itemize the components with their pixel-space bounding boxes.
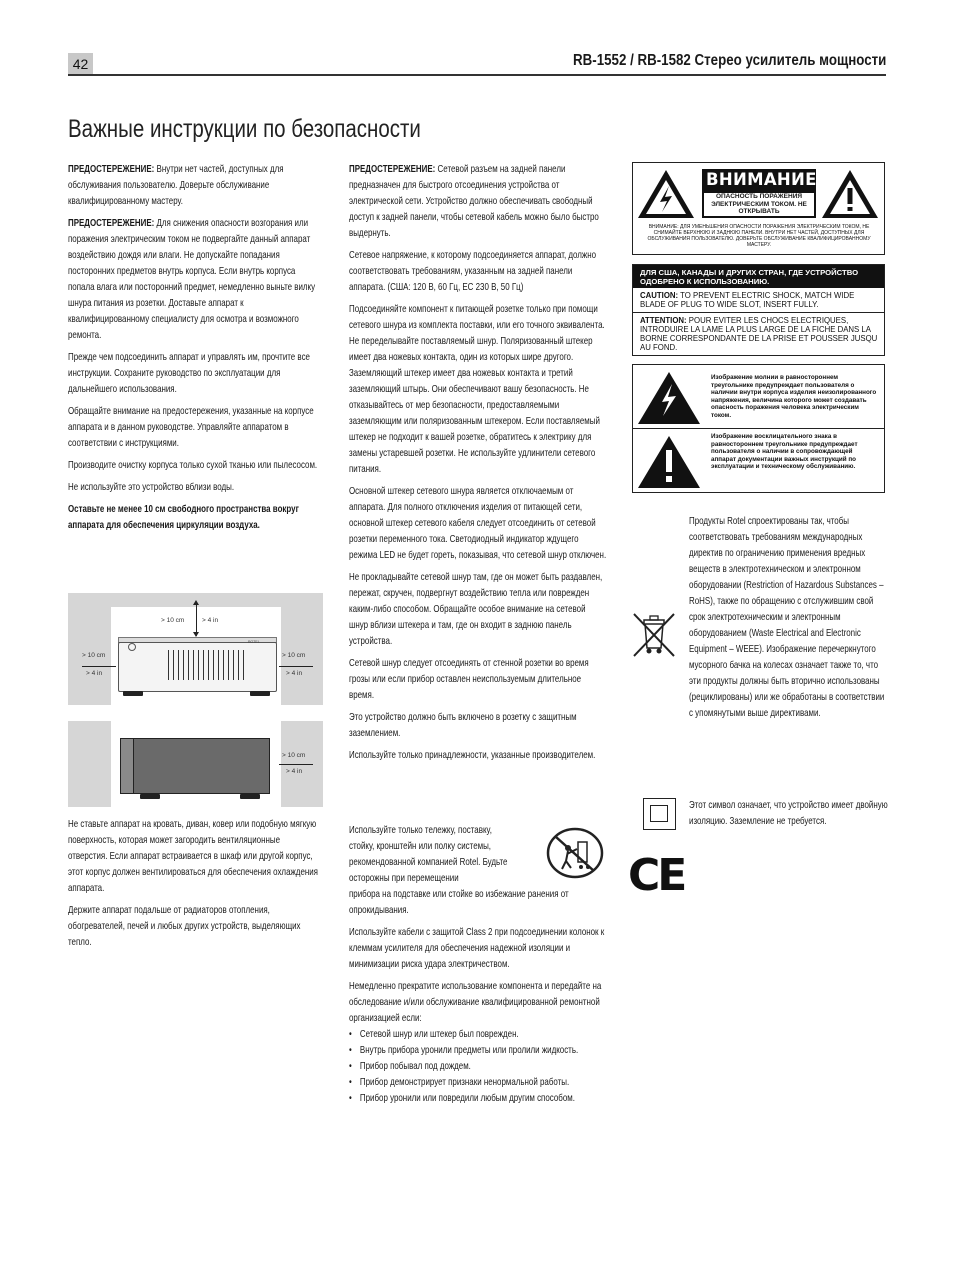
double-insulation-icon xyxy=(643,798,676,830)
warning-fine-print: ВНИМАНИЕ: ДЛЯ УМЕНЬШЕНИЯ ОПАСНОСТИ ПОРАЖЕНИЯ ЭЛЕКТРИЧЕСКИМ ТОКОМ, НЕ СНИМАЙТЕ ВЕРХНЮЮ И ЗАДНЮЮ ПАНЕЛИ. ВНУТРИ НЕТ ЧАСТЕЙ, ДОСТУПНЫХ ДЛЯ ОБСЛУЖИВАНИЯ ПОЛЬЗОВАТЕЛЮ. ДОВЕРЬТЕ ОБСЛУЖИВАНИЕ КВАЛИФИЦИРОВАННОМУ МАСТЕРУ. xyxy=(647,224,871,248)
paragraph-bold: Оставьте не менее 10 см свободного пространства вокруг аппарата для обеспечения циркуляции воздуха. xyxy=(68,504,299,531)
clearance-label: > 4 in xyxy=(286,670,303,677)
double-insulation-paragraph xyxy=(689,798,889,830)
paragraph: Сетевое напряжение, к которому подсоединяется аппарат, должно соответствовать требованиям, указанным на задней панели аппарата. (США: 120 В, 60 Гц, ЕС 230 В, 50 Гц) xyxy=(349,250,597,293)
paragraph xyxy=(349,162,606,242)
paragraph: Это устройство должно быть включено в розетку с защитным заземлением. xyxy=(349,712,577,739)
amplifier-foot xyxy=(240,794,260,799)
clearance-arrow-right xyxy=(279,666,313,667)
paragraph: Не используйте это устройство вблизи воды. xyxy=(68,482,235,493)
page-number: 42 xyxy=(68,53,93,76)
amplifier-brand: ROTEL xyxy=(248,640,260,644)
clearance-label: > 10 cm xyxy=(82,652,106,659)
header-rule xyxy=(68,74,886,76)
attention-text: POUR EVITER LES CHOCS ELECTRIQUES, INTRODUIRE LA LAME LA PLUS LARGE DE LA FICHE DANS LA BORNE CORRESPONDANTE DE LA PRISE ET POUSSER JUSQU AU FOND. xyxy=(640,316,878,352)
lightning-triangle-icon xyxy=(636,168,696,220)
header-title: RB-1552 / RB-1582 Стерео усилитель мощности xyxy=(572,52,886,69)
paragraph: Этот символ означает, что устройство имеет двойную изоляцию. Заземление не требуется. xyxy=(689,800,888,827)
ce-mark-icon: CE xyxy=(628,850,685,901)
clearance-label: > 4 in xyxy=(86,670,103,677)
clearance-label: > 4 in xyxy=(286,768,303,775)
list-item: • Сетевой шнур или штекер был поврежден. xyxy=(349,1027,606,1043)
clearance-arrow-left xyxy=(82,666,116,667)
paragraph: Обращайте внимание на предостережения, указанные на корпусе аппарата и в данном руководстве. Управляйте аппаратом в соответствии с инструкциями. xyxy=(68,406,314,449)
clearance-label: > 4 in xyxy=(202,617,219,624)
paragraph: Производите очистку корпуса только сухой тканью или пылесосом. xyxy=(68,460,318,471)
exclamation-triangle-icon xyxy=(636,434,702,490)
caution-english xyxy=(640,291,882,309)
clearance-arrow-top xyxy=(196,602,197,636)
exclamation-description: Изображение восклицательного знака в равностороннем треугольнике предупреждает пользователя о наличии в сопровождающей аппарат документации важных инструкций по эксплуатации и техническому обслуживанию. xyxy=(711,433,858,470)
paragraph xyxy=(68,162,318,210)
arrow-head-icon xyxy=(193,600,199,605)
list-item: • Прибор побывал под дождем. xyxy=(349,1059,606,1075)
paragraph: Подсоединяйте компонент к питающей розетке только при помощи сетевого шнура из комплекта поставки, или его точного эквивалента. Не переделывайте поставляемый шнур. Поляризованный штекер имеет два ножевых контакта, один из которых шире другого. Заземляющий штекер имеет два ножевых контакта и третий заземляющий штырь. Они обеспечивают вашу безопасность. Не отказывайтесь от мер безопасности, предоставляемыми заземляющим или поляризованным штекером. Если поставляемый штекер не подходит к вашей розетке, обратитесь к электрику для замены устаревшей розетки. Не используйте удлинители сетевого питания. xyxy=(349,304,605,475)
list-item: • Внутрь прибора уронили предметы или пролили жидкость. xyxy=(349,1043,606,1059)
crossed-bin-icon xyxy=(630,610,678,660)
column-1 xyxy=(68,162,318,540)
clearance-label: > 10 cm xyxy=(282,652,306,659)
paragraph: Используйте только принадлежности, указанные производителем. xyxy=(349,750,596,761)
caution-label: ПРЕДОСТЕРЕЖЕНИЕ: xyxy=(68,164,155,175)
cart-tipover-icon xyxy=(546,827,604,879)
paragraph: Прежде чем подсоединить аппарат и управлять им, прочтите все инструкции. Сохраните руководство по эксплуатации для дальнейшего использования. xyxy=(68,352,310,395)
paragraph-text: Для снижения опасности возгорания или поражения электрическим током не подвергайте данный аппарат воздействию дождя или влаги. Не допускайте попадания посторонних предметов внутрь корпуса. Если внутрь корпуса попала влага или посторонний предмет, немедленно выньте вилку шнура питания из розетки. Доставьте аппарат к квалифицированному специалисту для осмотра и возможного ремонта. xyxy=(68,218,316,341)
paragraph: Не ставьте аппарат на кровать, диван, ковер или подобную мягкую поверхность, которая может загородить вентиляционные отверстия. Если аппарат встраивается в шкаф или другой корпус, этот корпус должен вентилироваться для обеспечения охлаждения аппарата. xyxy=(68,819,318,894)
paragraph: Держите аппарат подальше от радиаторов отопления, обогревателей, печей и любых других устройств, выделяющих тепло. xyxy=(68,905,301,948)
arrow-head-icon xyxy=(193,632,199,637)
list-item: • Прибор демонстрирует признаки ненормальной работы. xyxy=(349,1075,606,1091)
paragraph: Не прокладывайте сетевой шнур там, где он может быть раздавлен, пережат, скручен, подвергнут воздействию тепла или поврежден каким-либо способом. Обращайте особое внимание на сетевой шнур вблизи штекера и там, где он входит в заднюю панель устройства. xyxy=(349,572,603,647)
paragraph: Немедленно прекратите использование компонента и передайте на обследование и/или обслуживание квалифицированной ремонтной организацией если: xyxy=(349,981,602,1024)
paragraph: Сетевой шнур следует отсоединять от стенной розетки во время грозы или если прибор оставлен неиспользуемым длительное время. xyxy=(349,658,589,701)
caution-label: ПРЕДОСТЕРЕЖЕНИЕ: xyxy=(349,164,436,175)
exclamation-triangle-icon xyxy=(820,168,880,220)
power-button-icon xyxy=(128,643,136,651)
column-2 xyxy=(349,162,605,770)
page-title: Важные инструкции по безопасности xyxy=(68,115,421,143)
paragraph xyxy=(68,216,318,344)
bullet-list xyxy=(349,1027,606,1107)
column-1-lower xyxy=(68,817,318,957)
plug-panel-heading: ДЛЯ США, КАНАДЫ И ДРУГИХ СТРАН, ГДЕ УСТРОЙСТВО ОДОБРЕНО К ИСПОЛЬЗОВАНИЮ. xyxy=(633,265,884,288)
divider xyxy=(633,312,884,313)
amplifier-side-front xyxy=(120,738,134,794)
attention-label: ATTENTION: xyxy=(640,316,687,325)
caution-label: CAUTION: xyxy=(640,291,679,300)
amplifier-side xyxy=(120,738,270,794)
clearance-label: > 10 cm xyxy=(161,617,185,624)
warning-title: ВНИМАНИЕ xyxy=(706,170,817,189)
clearance-arrow-side xyxy=(279,764,313,765)
divider xyxy=(633,428,884,429)
paragraph-text: Сетевой разъем на задней панели предназначен для быстрого отсоединения устройства от электрической сети. Устройство должно обеспечивать свободный доступ к задней панели, чтобы сетевой кабель можно было быстро выдернуть. xyxy=(349,164,599,239)
paragraph-text: Внутри нет частей, доступных для обслуживания пользователю. Доверьте обслуживание квалифицированному мастеру. xyxy=(68,164,284,207)
lightning-description: Изображение молнии в равностороннем треугольнике предупреждает пользователя о наличии внутри корпуса изделия неизолированного напряжения, величина которого может создавать опасность поражения человека электрическим током. xyxy=(711,374,877,419)
amplifier-foot xyxy=(123,691,143,696)
amplifier-foot xyxy=(250,691,270,696)
lightning-triangle-icon xyxy=(636,370,702,426)
paragraph: Основной штекер сетевого шнура является отключаемым от аппарата. Для полного отключения изделия от питающей сети, основной штекер сетевого кабеля следует отсоединить от сетевой розетки переменного тока. Светодиодный индикатор ждущего режима LED не будет гореть, показывая, что сетевой шнур отключен. xyxy=(349,486,607,561)
paragraph: прибора на подставке или стойке во избежание ранения от опрокидывания. xyxy=(349,889,569,916)
paragraph: Используйте кабели с защитой Class 2 при подсоединении колонок к клеммам усилителя для обеспечения надежной изоляции и минимизации риска удара электричеством. xyxy=(349,927,605,970)
caution-text: TO PREVENT ELECTRIC SHOCK, MATCH WIDE BLADE OF PLUG TO WIDE SLOT, INSERT FULLY. xyxy=(640,291,855,309)
rohs-paragraph xyxy=(689,514,889,722)
amplifier-vents xyxy=(168,650,246,680)
amplifier-foot xyxy=(140,794,160,799)
warning-subtitle: ОПАСНОСТЬ ПОРАЖЕНИЯ ЭЛЕКТРИЧЕСКИМ ТОКОМ. НЕ ОТКРЫВАТЬ xyxy=(704,193,814,216)
paragraph: Продукты Rotel спроектированы так, чтобы соответствовать требованиям международных директив по ограничению применения вредных веществ в электротехническом и электронном оборудовании (Restriction of Hazardous Substances – RoHS), также по обращению с отслужившим свой срок электротехническим и электронным оборудованием (Waste Electrical and Electronic Equipment – WEEE). Изображение перечеркнутого мусорного бачка на колесах означает также то, что эти продукты должны быть вторично использованы (рециклированы) или же обработаны в соответствии с упомянутыми выше директивами. xyxy=(689,516,885,719)
caution-label: ПРЕДОСТЕРЕЖЕНИЕ: xyxy=(68,218,155,229)
clearance-label: > 10 cm xyxy=(282,752,306,759)
cart-paragraph xyxy=(349,823,514,887)
column-2-lower xyxy=(349,887,605,1107)
paragraph: Используйте только тележку, поставку, стойку, кронштейн или полку системы, рекомендованной компанией Rotel. Будьте осторожны при перемещении xyxy=(349,825,508,884)
list-item: • Прибор уронили или повредили любым другим способом. xyxy=(349,1091,606,1107)
attention-french xyxy=(640,316,882,352)
